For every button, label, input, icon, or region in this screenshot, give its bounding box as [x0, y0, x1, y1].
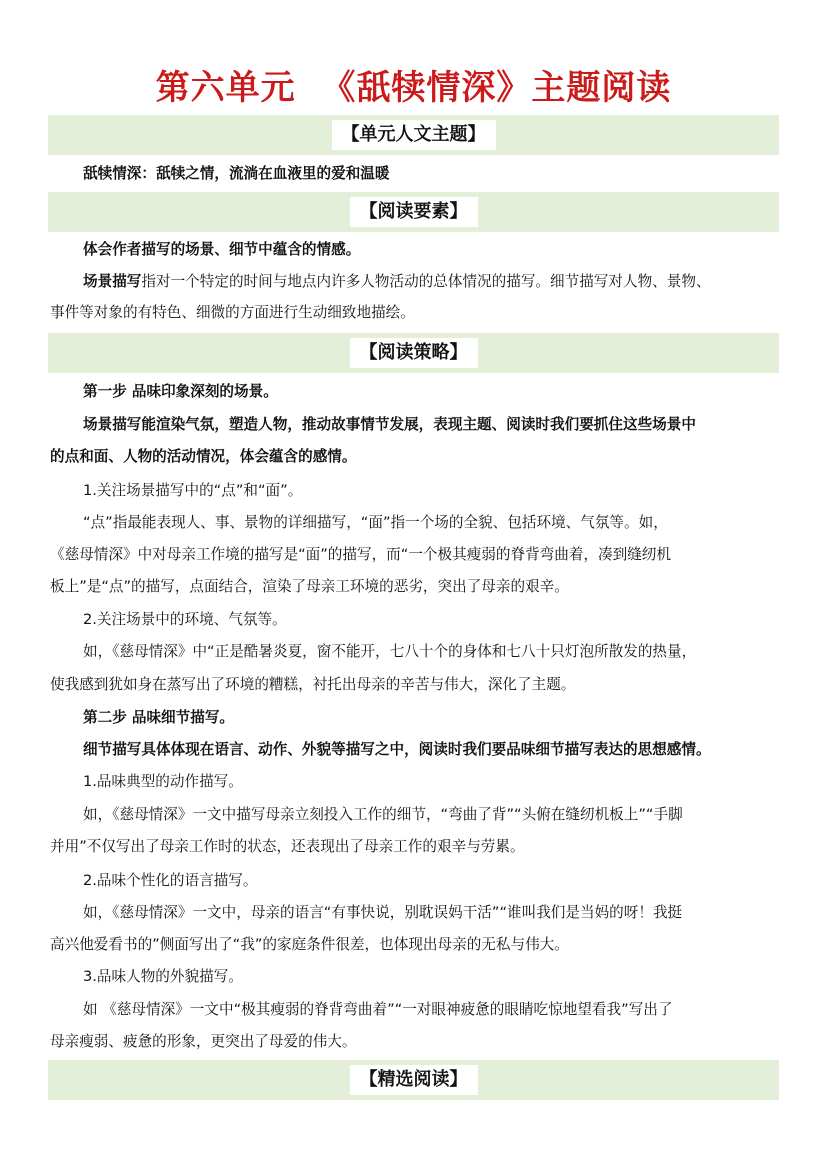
- paragraph: 舐犊情深：舐犊之情，流淌在血液里的爱和温暖: [83, 165, 390, 182]
- paragraph: 的点和面、人物的活动情况，体会蕴含的感情。: [50, 448, 357, 465]
- section-title: 【精选阅读】: [350, 1065, 478, 1095]
- section-header-selected: [48, 1060, 779, 1100]
- paragraph: 事件等对象的有特色、细微的方面进行生动细致地描绘。: [50, 304, 415, 321]
- step-heading: 第一步 品味印象深刻的场景。: [83, 383, 278, 400]
- paragraph: 体会作者描写的场景、细节中蕴含的情感。: [83, 241, 361, 258]
- paragraph: 如，《慈母情深》一文中描写母亲立刻投入工作的细节，“弯曲了背”“头俯在缝纫机板上”“手脚: [83, 806, 683, 823]
- list-item: 2.品味个性化的语言描写。: [83, 872, 258, 889]
- paragraph: [50, 266, 782, 297]
- list-item: 1.品味典型的动作描写。: [83, 773, 243, 790]
- bold-term: 场景描写: [83, 273, 142, 290]
- page-title: 第六单元 《舐犊情深》主题阅读: [155, 68, 672, 108]
- paragraph: 母亲瘦弱、疲惫的形象，更突出了母爱的伟大。: [50, 1033, 357, 1050]
- paragraph: 并用”不仅写出了母亲工作时的状态，还表现出了母亲工作的艰辛与劳累。: [50, 838, 525, 855]
- section-title: 【阅读要素】: [350, 197, 478, 227]
- list-item: 1.关注场景描写中的“点”和“面”。: [83, 482, 303, 499]
- paragraph: 细节描写具体体现在语言、动作、外貌等描写之中，阅读时我们要品味细节描写表达的思想感情。: [83, 741, 711, 758]
- paragraph: 如，《慈母情深》一文中，母亲的语言“有事快说，别耽误妈干活”“谁叫我们是当妈的呀！我挺: [83, 904, 683, 921]
- section-title: 【阅读策略】: [350, 338, 478, 368]
- section-title: 【单元人文主题】: [332, 120, 496, 150]
- paragraph: “点”指最能表现人、事、景物的详细描写，“面”指一个场的全貌、包括环境、气氛等。如，: [83, 514, 668, 531]
- step-heading: 第二步 品味细节描写。: [83, 709, 235, 726]
- list-item: 3.品味人物的外貌描写。: [83, 968, 243, 985]
- paragraph: 场景描写能渲染气氛，塑造人物，推动故事情节发展，表现主题、阅读时我们要抓住这些场景中: [83, 416, 696, 433]
- paragraph: 高兴他爱看书的”侧面写出了“我”的家庭条件很差，也体现出母亲的无私与伟大。: [50, 936, 569, 953]
- list-item: 2.关注场景中的环境、气氛等。: [83, 611, 287, 628]
- section-header-theme: [48, 115, 779, 155]
- paragraph: 板上”是“点”的描写，点面结合，渲染了母亲工环境的恶劣，突出了母亲的艰辛。: [50, 578, 569, 595]
- paragraph-text: 指对一个特定的时间与地点内许多人物活动的总体情况的描写。细节描写对人物、景物、: [141, 273, 711, 290]
- paragraph: 使我感到犹如身在蒸写出了环境的糟糕，衬托出母亲的辛苦与伟大，深化了主题。: [50, 676, 576, 693]
- paragraph: 《慈母情深》中对母亲工作境的描写是“面”的描写，而“一个极其瘦弱的脊背弯曲着，凑到缝纫机: [50, 546, 672, 563]
- section-header-strategy: [48, 333, 779, 373]
- section-header-elements: [48, 192, 779, 232]
- paragraph: 如，《慈母情深》中“正是酷暑炎夏，窗不能开，七八十个的身体和七八十只灯泡所散发的热量，: [83, 643, 697, 660]
- paragraph: 如 《慈母情深》一文中“极其瘦弱的脊背弯曲着”“一对眼神疲惫的眼睛吃惊地望看我”写出了: [83, 1001, 673, 1018]
